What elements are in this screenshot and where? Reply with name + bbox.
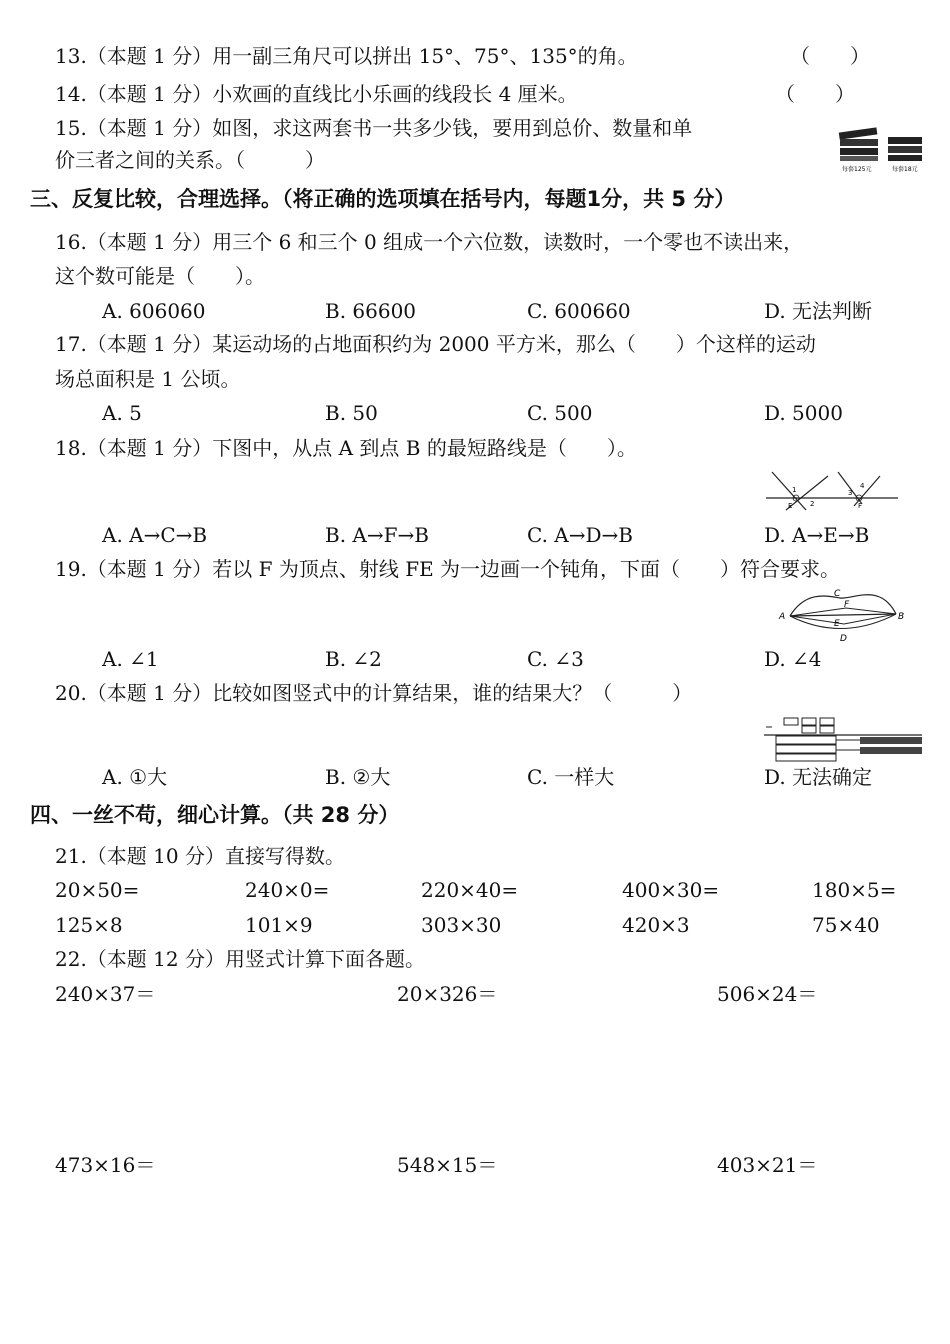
oral-calc-21-1: 20×50= [55, 878, 140, 902]
oral-calc-21-5: 180×5= [812, 878, 897, 902]
angle-label-2: 2 [810, 500, 815, 508]
option-20-b[interactable]: B. ②大 [325, 765, 391, 789]
question-21: 21.（本题 10 分）直接写得数。 [55, 844, 345, 868]
option-19-b[interactable]: B. ∠2 [325, 647, 382, 671]
question-20: 20.（本题 1 分）比较如图竖式中的计算结果，谁的结果大？（ ） [55, 681, 693, 705]
section-3-heading: 三、反复比较，合理选择。（将正确的选项填在括号内，每题1分，共 5 分） [30, 187, 736, 211]
books-price-label-1: 每套125元 [842, 166, 872, 173]
option-17-b[interactable]: B. 50 [325, 401, 378, 425]
books-price-label-2: 每套18元 [892, 166, 918, 173]
question-19: 19.（本题 1 分）若以 F 为顶点、射线 FE 为一边画一个钝角，下面（ ）符合要求。 [55, 557, 841, 581]
point-label-a: A [779, 612, 786, 622]
option-17-a[interactable]: A. 5 [102, 401, 142, 425]
written-calc-22-6: 403×21＝ [717, 1153, 818, 1177]
question-13-text: 13.（本题 1 分）用一副三角尺可以拼出 15°、75°、135°的角。 [55, 44, 638, 68]
option-19-d[interactable]: D. ∠4 [764, 647, 822, 671]
question-13 [55, 42, 638, 70]
option-16-a[interactable]: A. 606060 [102, 299, 206, 323]
option-18-c[interactable]: C. A→D→B [527, 523, 633, 547]
oral-calc-21-3: 220×40= [421, 878, 519, 902]
question-22: 22.（本题 12 分）用竖式计算下面各题。 [55, 947, 425, 971]
option-19-a[interactable]: A. ∠1 [102, 647, 159, 671]
question-16-line2: 这个数可能是（ ）。 [55, 264, 265, 288]
point-label-f: F [844, 600, 850, 610]
section-4-heading: 四、一丝不苟，细心计算。（共 28 分） [30, 803, 400, 827]
option-19-c[interactable]: C. ∠3 [527, 647, 584, 671]
question-15-line1: 15.（本题 1 分）如图，求这两套书一共多少钱，要用到总价、数量和单 [55, 116, 693, 140]
angle-figure [762, 466, 902, 516]
option-20-d[interactable]: D. 无法确定 [764, 765, 873, 789]
question-14: 14.（本题 1 分）小欢画的直线比小乐画的线段长 4 厘米。 [55, 82, 578, 106]
angle-label-4: 4 [860, 482, 865, 490]
question-15-line2: 价三者之间的关系。（ ） [55, 148, 325, 172]
option-16-d[interactable]: D. 无法判断 [764, 299, 873, 323]
written-calc-22-2: 20×326＝ [397, 982, 498, 1006]
point-label-c: C [834, 589, 841, 599]
angle-label-3: 3 [848, 489, 853, 497]
oral-calc-21-2: 240×0= [245, 878, 330, 902]
point-label-b: B [898, 612, 905, 622]
question-17-line1: 17.（本题 1 分）某运动场的占地面积约为 2000 平方米，那么（ ）个这样的运动 [55, 332, 816, 356]
answer-blank-14[interactable]: （ ） [775, 82, 855, 106]
oral-calc-21-6: 125×8 [55, 913, 123, 937]
answer-blank-13[interactable]: （ ） [790, 44, 870, 68]
written-calc-22-4: 473×16＝ [55, 1153, 156, 1177]
option-20-a[interactable]: A. ①大 [102, 765, 168, 789]
oral-calc-21-7: 101×9 [245, 913, 313, 937]
option-17-d[interactable]: D. 5000 [764, 401, 843, 425]
angle-label-1: 1 [792, 486, 797, 494]
question-16-line1: 16.（本题 1 分）用三个 6 和三个 0 组成一个六位数，读数时，一个零也不读出来， [55, 230, 804, 254]
book-stack-icon [839, 127, 878, 161]
point-label-d: D [840, 634, 847, 644]
option-20-c[interactable]: C. 一样大 [527, 765, 615, 789]
option-18-a[interactable]: A. A→C→B [102, 523, 208, 547]
vertical-multiplication-figure [762, 712, 928, 762]
written-calc-22-3: 506×24＝ [717, 982, 818, 1006]
route-figure [776, 586, 910, 644]
option-18-d[interactable]: D. A→E→B [764, 523, 870, 547]
question-17-line2: 场总面积是 1 公顷。 [55, 367, 241, 391]
oral-calc-21-4: 400×30= [622, 878, 720, 902]
written-calc-22-5: 548×15＝ [397, 1153, 498, 1177]
option-17-c[interactable]: C. 500 [527, 401, 593, 425]
point-label-e: E [834, 619, 840, 629]
books-figure [836, 122, 928, 174]
oral-calc-21-9: 420×3 [622, 913, 690, 937]
oral-calc-21-8: 303×30 [421, 913, 502, 937]
book-stack-icon [888, 137, 922, 161]
option-18-b[interactable]: B. A→F→B [325, 523, 429, 547]
point-label-e: E [788, 502, 793, 510]
oral-calc-21-10: 75×40 [812, 913, 880, 937]
option-16-b[interactable]: B. 66600 [325, 299, 417, 323]
question-18: 18.（本题 1 分）下图中，从点 A 到点 B 的最短路线是（ ）。 [55, 436, 637, 460]
written-calc-22-1: 240×37＝ [55, 982, 156, 1006]
option-16-c[interactable]: C. 600660 [527, 299, 631, 323]
point-label-f: F [858, 502, 863, 510]
